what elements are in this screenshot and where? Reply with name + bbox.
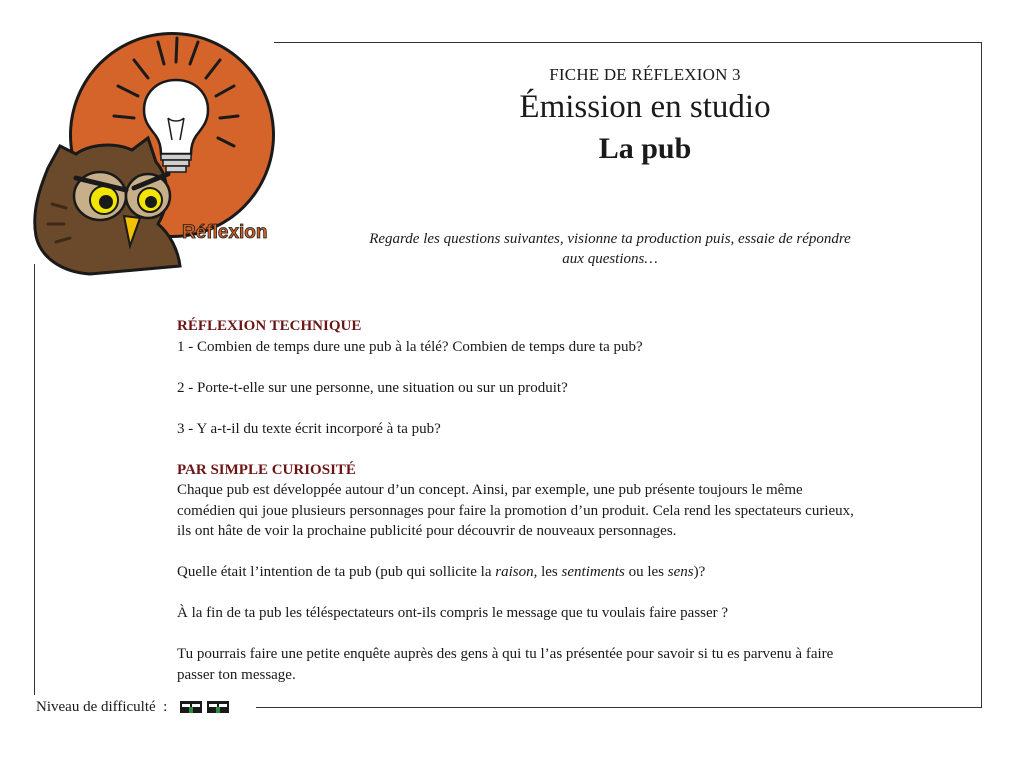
difficulty-rating — [179, 699, 230, 715]
intention-sentiments: sentiments — [561, 564, 625, 580]
curiosite-paragraph — [177, 480, 967, 542]
paragraph-line: Tu pourrais faire une petite enquête auprès des gens à qui tu l’as présentée pour savoir si tu es parvenu à faire — [177, 646, 834, 662]
page-header — [440, 64, 850, 169]
intro-line: Regarde les questions suivantes, visionne ta production puis, essaie de répondre — [369, 231, 851, 247]
section-heading-technique: RÉFLEXION TECHNIQUE — [177, 318, 362, 334]
difficulty-label: Niveau de difficulté : — [36, 699, 168, 715]
question-1: 1 - Combien de temps dure une pub à la télé? Combien de temps dure ta pub? — [177, 338, 643, 355]
paragraph-line: Chaque pub est développée autour d’un concept. Ainsi, par exemple, une pub présente toujours le même — [177, 482, 803, 498]
frame-left-line — [34, 264, 35, 695]
intention-text: Quelle était l’intention de ta pub (pub qui sollicite la — [177, 564, 496, 580]
intro-instructions — [320, 229, 900, 269]
main-content — [177, 316, 967, 685]
intention-sens: sens — [667, 564, 694, 580]
paragraph-line: comédien qui joue plusieurs personnages pour faire la promotion d’un produit. Cela rend les spectateurs curieux, — [177, 502, 854, 519]
logo-text: Réflexion — [182, 222, 268, 243]
intention-text: )? — [693, 564, 706, 580]
frame-top-line — [274, 42, 982, 43]
section-heading-curiosite: PAR SIMPLE CURIOSITÉ — [177, 461, 356, 478]
paragraph-line: passer ton message. — [177, 666, 296, 683]
owl-lightbulb-icon — [30, 28, 275, 280]
reflexion-logo — [30, 28, 275, 280]
page-title: Émission en studio — [519, 89, 771, 125]
intention-text: , les — [533, 564, 562, 580]
hammer-icon — [179, 699, 203, 715]
intro-line: aux questions… — [562, 251, 658, 267]
frame-right-line — [981, 42, 982, 708]
paragraph-line: ils ont hâte de voir la prochaine publicité pour découvrir de nouveaux personnages. — [177, 523, 677, 539]
intention-text: ou les — [624, 564, 668, 580]
enquete-suggestion — [177, 644, 967, 685]
difficulty-footer — [36, 697, 230, 717]
intention-raison: raison — [495, 564, 534, 580]
frame-bottom-line — [256, 707, 982, 708]
question-message: À la fin de ta pub les téléspectateurs ont-ils compris le message que tu voulais faire passer ? — [177, 605, 729, 621]
question-intention — [177, 562, 967, 583]
question-3: 3 - Y a-t-il du texte écrit incorporé à ta pub? — [177, 420, 441, 437]
question-2: 2 - Porte-t-elle sur une personne, une situation ou sur un produit? — [177, 379, 568, 396]
sheet-number: FICHE DE RÉFLEXION 3 — [549, 65, 741, 84]
page-subtitle: La pub — [598, 132, 692, 165]
hammer-icon — [206, 699, 230, 715]
